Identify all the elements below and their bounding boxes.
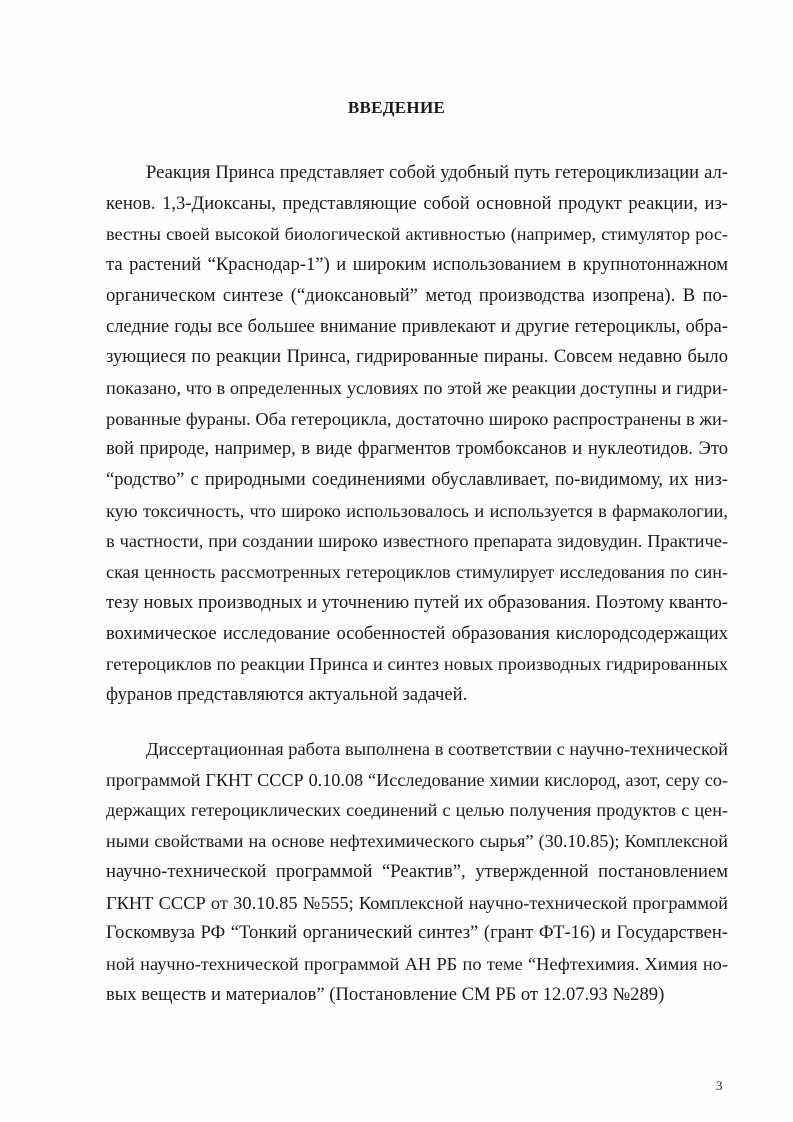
text-line: рованные фураны. Оба гетероцикла, достаточно широко распространены в жи- [106, 408, 728, 429]
text-line: фуранов представляются актуальной задачей. [106, 683, 468, 705]
text-line: программой ГКНТ СССР 0.10.08 “Исследование химии кислород, азот, серу со- [106, 769, 728, 790]
text-line: Диссертационная работа выполнена в соответствии с научно-технической [146, 739, 728, 759]
text-line: показано, что в определенных условиях по этой же реакции доступны и гидри- [106, 377, 728, 398]
text-line: тезу новых производных и уточнению путей их образования. Поэтому кванто- [106, 591, 728, 613]
page-heading: ВВЕДЕНИЕ [347, 98, 446, 117]
text-line: ными свойствами на основе нефтехимического сырья” (30.10.85); Комплексной [106, 831, 728, 852]
text-line: вых веществ и материалов” (Постановление СМ РБ от 12.07.93 №289) [106, 983, 665, 1005]
text-line: кую токсичность, что широко использовалось и используется в фармакологии, [106, 500, 728, 521]
text-line: держащих гетероциклических соединений с целью получения продуктов с цен- [106, 800, 728, 821]
page-number: 3 [716, 1078, 723, 1093]
text-line: вой природе, например, в виде фрагментов тромбоксанов и нуклеотидов. Это [106, 438, 728, 460]
text-line: гетероциклов по реакции Принса и синтез новых производных гидрированных [106, 654, 728, 675]
text-line: вестны своей высокой биологической активностью (например, стимулятор рос- [106, 224, 728, 245]
text-line: кенов. 1,3-Диоксаны, представляющие собой основной продукт реакции, из- [106, 192, 728, 214]
text-line: научно-технической программой “Реактив”, утвержденной постановлением [106, 860, 728, 882]
text-line: зующиеся по реакции Принса, гидрированные пираны. Совсем недавно было [106, 346, 728, 368]
text-line: ская ценность рассмотренных гетероциклов стимулирует исследования по син- [106, 562, 728, 583]
text-line: органическом синтезе (“диоксановый” метод производства изопрена). В по- [106, 284, 728, 306]
text-line: ГКНТ СССР от 30.10.85 №555; Комплексной научно-технической программой [106, 892, 728, 913]
text-line: Реакция Принса представляет собой удобный путь гетероциклизации ал- [146, 162, 728, 183]
text-line: вохимическое исследование особенностей образования кислородсодержащих [106, 622, 728, 644]
text-line: в частности, при создании широко известного препарата зидовудин. Практиче- [106, 531, 728, 552]
text-line: та растений “Краснодар-1”) и широким использованием в крупнотоннажном [106, 254, 728, 276]
text-line: следние годы все большее внимание привлекают и другие гетероциклы, обра- [106, 315, 728, 337]
text-line: ной научно-технической программой АН РБ по теме “Нефтехимия. Химия но- [106, 953, 728, 974]
text-line: “родство” с природными соединениями обуславливает, по-видимому, их низ- [106, 469, 728, 490]
text-line: Госкомвуза РФ “Тонкий органический синтез” (грант ФТ-16) и Государствен- [106, 922, 728, 944]
